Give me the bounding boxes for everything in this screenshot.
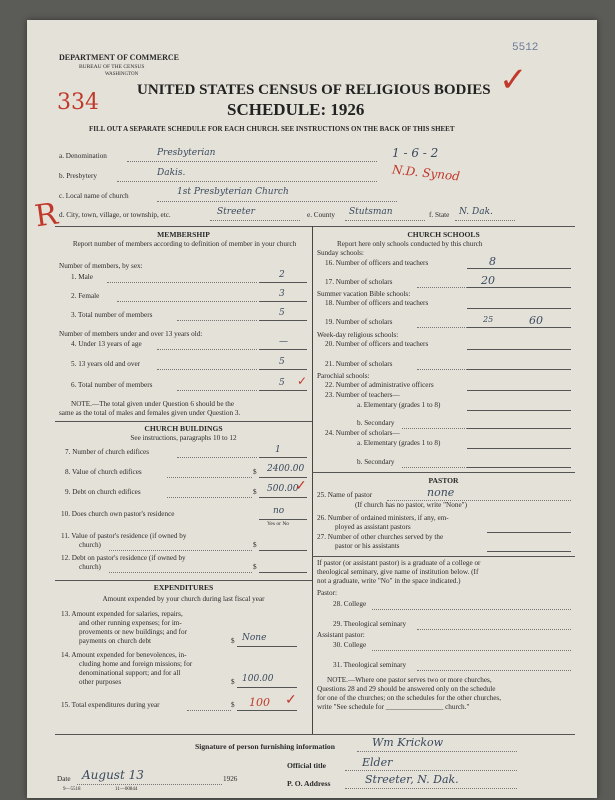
- q17-value: 20: [481, 274, 495, 287]
- q1-value: 2: [279, 270, 285, 280]
- q5-value: 5: [279, 357, 285, 367]
- q26-label-1: 26. Number of ordained ministers, if any, em-: [317, 514, 449, 522]
- q23-label: 23. Number of teachers—: [325, 391, 400, 399]
- q16-label: 16. Number of officers and teachers: [325, 259, 429, 267]
- schools-sub: Report here only schools conducted by this church: [337, 240, 483, 248]
- pastor-sublabel: Pastor:: [317, 589, 337, 597]
- q23b-label: b. Secondary: [357, 419, 395, 427]
- q12-label-1: 12. Debt on pastor's residence (if owned by: [61, 554, 186, 562]
- summer-label: Summer vacation Bible schools:: [317, 290, 411, 298]
- q27-label-1: 27. Number of other churches served by the: [317, 533, 444, 541]
- q11-label-1: 11. Value of pastor's residence (if owned by: [61, 532, 187, 540]
- q20-label: 20. Number of officers and teachers: [325, 340, 429, 348]
- q10-value: no: [273, 506, 285, 516]
- instruction-line: FILL OUT A SEPARATE SCHEDULE FOR EACH CHURCH. SEE INSTRUCTIONS ON THE BACK OF THIS SHEET: [89, 125, 455, 133]
- q9-red-check: ✓: [295, 478, 307, 494]
- q19-value-b: 60: [529, 314, 543, 327]
- under-over-label: Number of members under and over 13 years old:: [59, 330, 203, 338]
- yes-no-hint: Yes or No: [267, 521, 290, 527]
- form-code-2: 11—00844: [115, 787, 138, 792]
- q19-value-a: 25: [483, 315, 494, 324]
- schedule-title: SCHEDULE: 1926: [227, 100, 365, 119]
- parochial-label: Parochial schools:: [317, 372, 370, 380]
- q4-value: —: [279, 337, 288, 347]
- state-label: f. State: [429, 211, 450, 219]
- graduate-note-3: not a graduate, write "No" in the space indicated.): [317, 577, 461, 585]
- q15-dollar: $: [231, 701, 235, 709]
- q13-line-3: provements or new buildings; and for: [79, 628, 187, 636]
- po-address-value: Streeter, N. Dak.: [365, 773, 459, 786]
- q24b-label: b. Secondary: [357, 458, 395, 466]
- city-value: Streeter: [217, 207, 255, 217]
- official-title-label: Official title: [287, 761, 327, 770]
- q21-label: 21. Number of scholars: [325, 360, 393, 368]
- form-number: 5512: [512, 42, 539, 54]
- q14-line-4: other purposes: [79, 678, 122, 686]
- q31-label: 31. Theological seminary: [333, 661, 407, 669]
- pastor-note-1: NOTE.—Where one pastor serves two or more churches,: [327, 676, 492, 684]
- po-address-label: P. O. Address: [287, 779, 331, 788]
- q12-dollar: $: [253, 563, 257, 571]
- q13-line-4: payments on church debt: [79, 637, 152, 645]
- q13-dollar: $: [231, 637, 235, 645]
- q14-dollar: $: [231, 678, 235, 686]
- q6-value: 5: [279, 378, 285, 388]
- q8-dollar: $: [253, 468, 257, 476]
- graduate-note-2: theological seminary, give name of institution below. (If: [317, 568, 479, 576]
- red-handwritten-number: 334: [57, 90, 99, 115]
- buildings-sub: See instructions, paragraphs 10 to 12: [130, 434, 237, 442]
- q14-line-1: 14. Amount expended for benevolences, in-: [61, 651, 187, 659]
- q25-note: (If church has no pastor, write "None"): [355, 501, 467, 509]
- official-title-value: Elder: [362, 756, 393, 769]
- state-value: N. Dak.: [459, 207, 493, 217]
- q3-value: 5: [279, 308, 285, 318]
- presbytery-note: N.D. Synod: [391, 162, 461, 184]
- county-label: e. County: [307, 211, 335, 219]
- date-year: 1926: [223, 775, 238, 783]
- q30-label: 30. College: [333, 641, 367, 649]
- membership-note-1: NOTE.—The total given under Question 6 should be the: [71, 400, 235, 408]
- q19-label: 19. Number of scholars: [325, 318, 393, 326]
- membership-heading: MEMBERSHIP: [157, 230, 210, 239]
- q8-label: 8. Value of church edifices: [65, 468, 142, 476]
- signature-label: Signature of person furnishing information: [195, 742, 335, 751]
- q10-label: 10. Does church own pastor's residence: [61, 510, 175, 518]
- q9-dollar: $: [253, 488, 257, 496]
- q15-red-check: ✓: [285, 692, 297, 708]
- q14-line-3: denominational support; and for all: [79, 669, 181, 677]
- q12-label-2: church): [79, 563, 101, 571]
- county-value: Stutsman: [349, 207, 393, 217]
- weekday-label: Week-day religious schools:: [317, 331, 399, 339]
- pastor-note-3: for one of the churches; on the schedules for the other churches,: [317, 694, 502, 702]
- presbytery-label: b. Presbytery: [59, 172, 97, 180]
- schools-heading: CHURCH SCHOOLS: [407, 230, 480, 239]
- graduate-note-1: If pastor (or assistant pastor) is a graduate of a college or: [317, 559, 481, 567]
- denomination-code: 1 - 6 - 2: [392, 146, 439, 160]
- q13-line-2: and other running expenses; for im-: [79, 619, 182, 627]
- bureau-label: BUREAU OF THE CENSUS: [79, 64, 145, 70]
- q15-label: 15. Total expenditures during year: [61, 701, 160, 709]
- assistant-sublabel: Assistant pastor:: [317, 631, 365, 639]
- red-letter-mark: R: [32, 196, 60, 235]
- q5-label: 5. 13 years old and over: [71, 360, 141, 368]
- q11-dollar: $: [253, 541, 257, 549]
- buildings-heading: CHURCH BUILDINGS: [144, 424, 223, 433]
- q16-value: 8: [489, 255, 496, 268]
- q6-label: 6. Total number of members: [71, 381, 153, 389]
- city-label-field: d. City, town, village, or township, etc.: [59, 211, 171, 219]
- q14-value: 100.00: [242, 674, 274, 684]
- q2-label: 2. Female: [71, 292, 100, 300]
- q18-label: 18. Number of officers and teachers: [325, 299, 429, 307]
- q2-value: 3: [279, 289, 285, 299]
- q17-label: 17. Number of scholars: [325, 278, 393, 286]
- denomination-value: Presbyterian: [157, 148, 216, 158]
- q13-value: None: [242, 633, 267, 643]
- q26-label-2: ployed as assistant pastors: [335, 523, 411, 531]
- q13-line-1: 13. Amount expended for salaries, repairs,: [61, 610, 183, 618]
- city-label: WASHINGTON: [105, 72, 139, 77]
- q14-line-2: cluding home and foreign missions; for: [79, 660, 193, 668]
- expenditures-sub: Amount expended by your church during last fiscal year: [102, 595, 265, 603]
- signature-value: Wm Krickow: [372, 736, 444, 749]
- denomination-label: a. Denomination: [59, 152, 107, 160]
- census-schedule-sheet: [27, 20, 597, 798]
- q7-label: 7. Number of church edifices: [65, 448, 150, 456]
- q7-value: 1: [275, 445, 281, 455]
- department-label: DEPARTMENT OF COMMERCE: [59, 53, 180, 62]
- pastor-note-4: write "See schedule for ________________ church.": [317, 703, 470, 711]
- q23a-label: a. Elementary (grades 1 to 8): [357, 401, 441, 409]
- q9-value: 500.00: [267, 484, 299, 494]
- q27-label-2: pastor or his assistants: [335, 542, 400, 550]
- q1-label: 1. Male: [71, 273, 93, 281]
- q25-value: none: [427, 486, 455, 499]
- q11-label-2: church): [79, 541, 101, 549]
- q9-label: 9. Debt on church edifices: [65, 488, 141, 496]
- q24-label: 24. Number of scholars—: [325, 429, 400, 437]
- presbytery-value: Dakis.: [157, 168, 186, 178]
- church-name-label: c. Local name of church: [59, 192, 129, 200]
- q25-label: 25. Name of pastor: [317, 491, 373, 499]
- q29-label: 29. Theological seminary: [333, 620, 407, 628]
- q3-label: 3. Total number of members: [71, 311, 153, 319]
- church-name-value: 1st Presbyterian Church: [177, 187, 289, 197]
- red-checkmark: ✓: [499, 60, 528, 100]
- q4-label: 4. Under 13 years of age: [71, 340, 142, 348]
- pastor-note-2: Questions 28 and 29 should be answered only on the schedule: [317, 685, 496, 693]
- page-title: UNITED STATES CENSUS OF RELIGIOUS BODIES: [137, 82, 491, 98]
- q28-label: 28. College: [333, 600, 367, 608]
- pastor-heading: PASTOR: [428, 476, 459, 485]
- q15-value: 100: [249, 696, 270, 709]
- date-label: Date: [57, 775, 71, 783]
- form-code-1: 9—5518: [63, 787, 81, 792]
- q8-value: 2400.00: [267, 464, 305, 474]
- q6-red-check: ✓: [297, 374, 308, 388]
- date-value: August 13: [82, 768, 144, 782]
- membership-note-2: same as the total of males and females given under Question 3.: [59, 409, 241, 417]
- membership-intro: Report number of members according to definition of member in your church: [72, 240, 297, 248]
- q24a-label: a. Elementary (grades 1 to 8): [357, 439, 441, 447]
- sunday-label: Sunday schools:: [317, 249, 364, 257]
- q22-label: 22. Number of administrative officers: [325, 381, 434, 389]
- expenditures-heading: EXPENDITURES: [153, 583, 214, 592]
- by-sex-label: Number of members, by sex:: [59, 262, 143, 270]
